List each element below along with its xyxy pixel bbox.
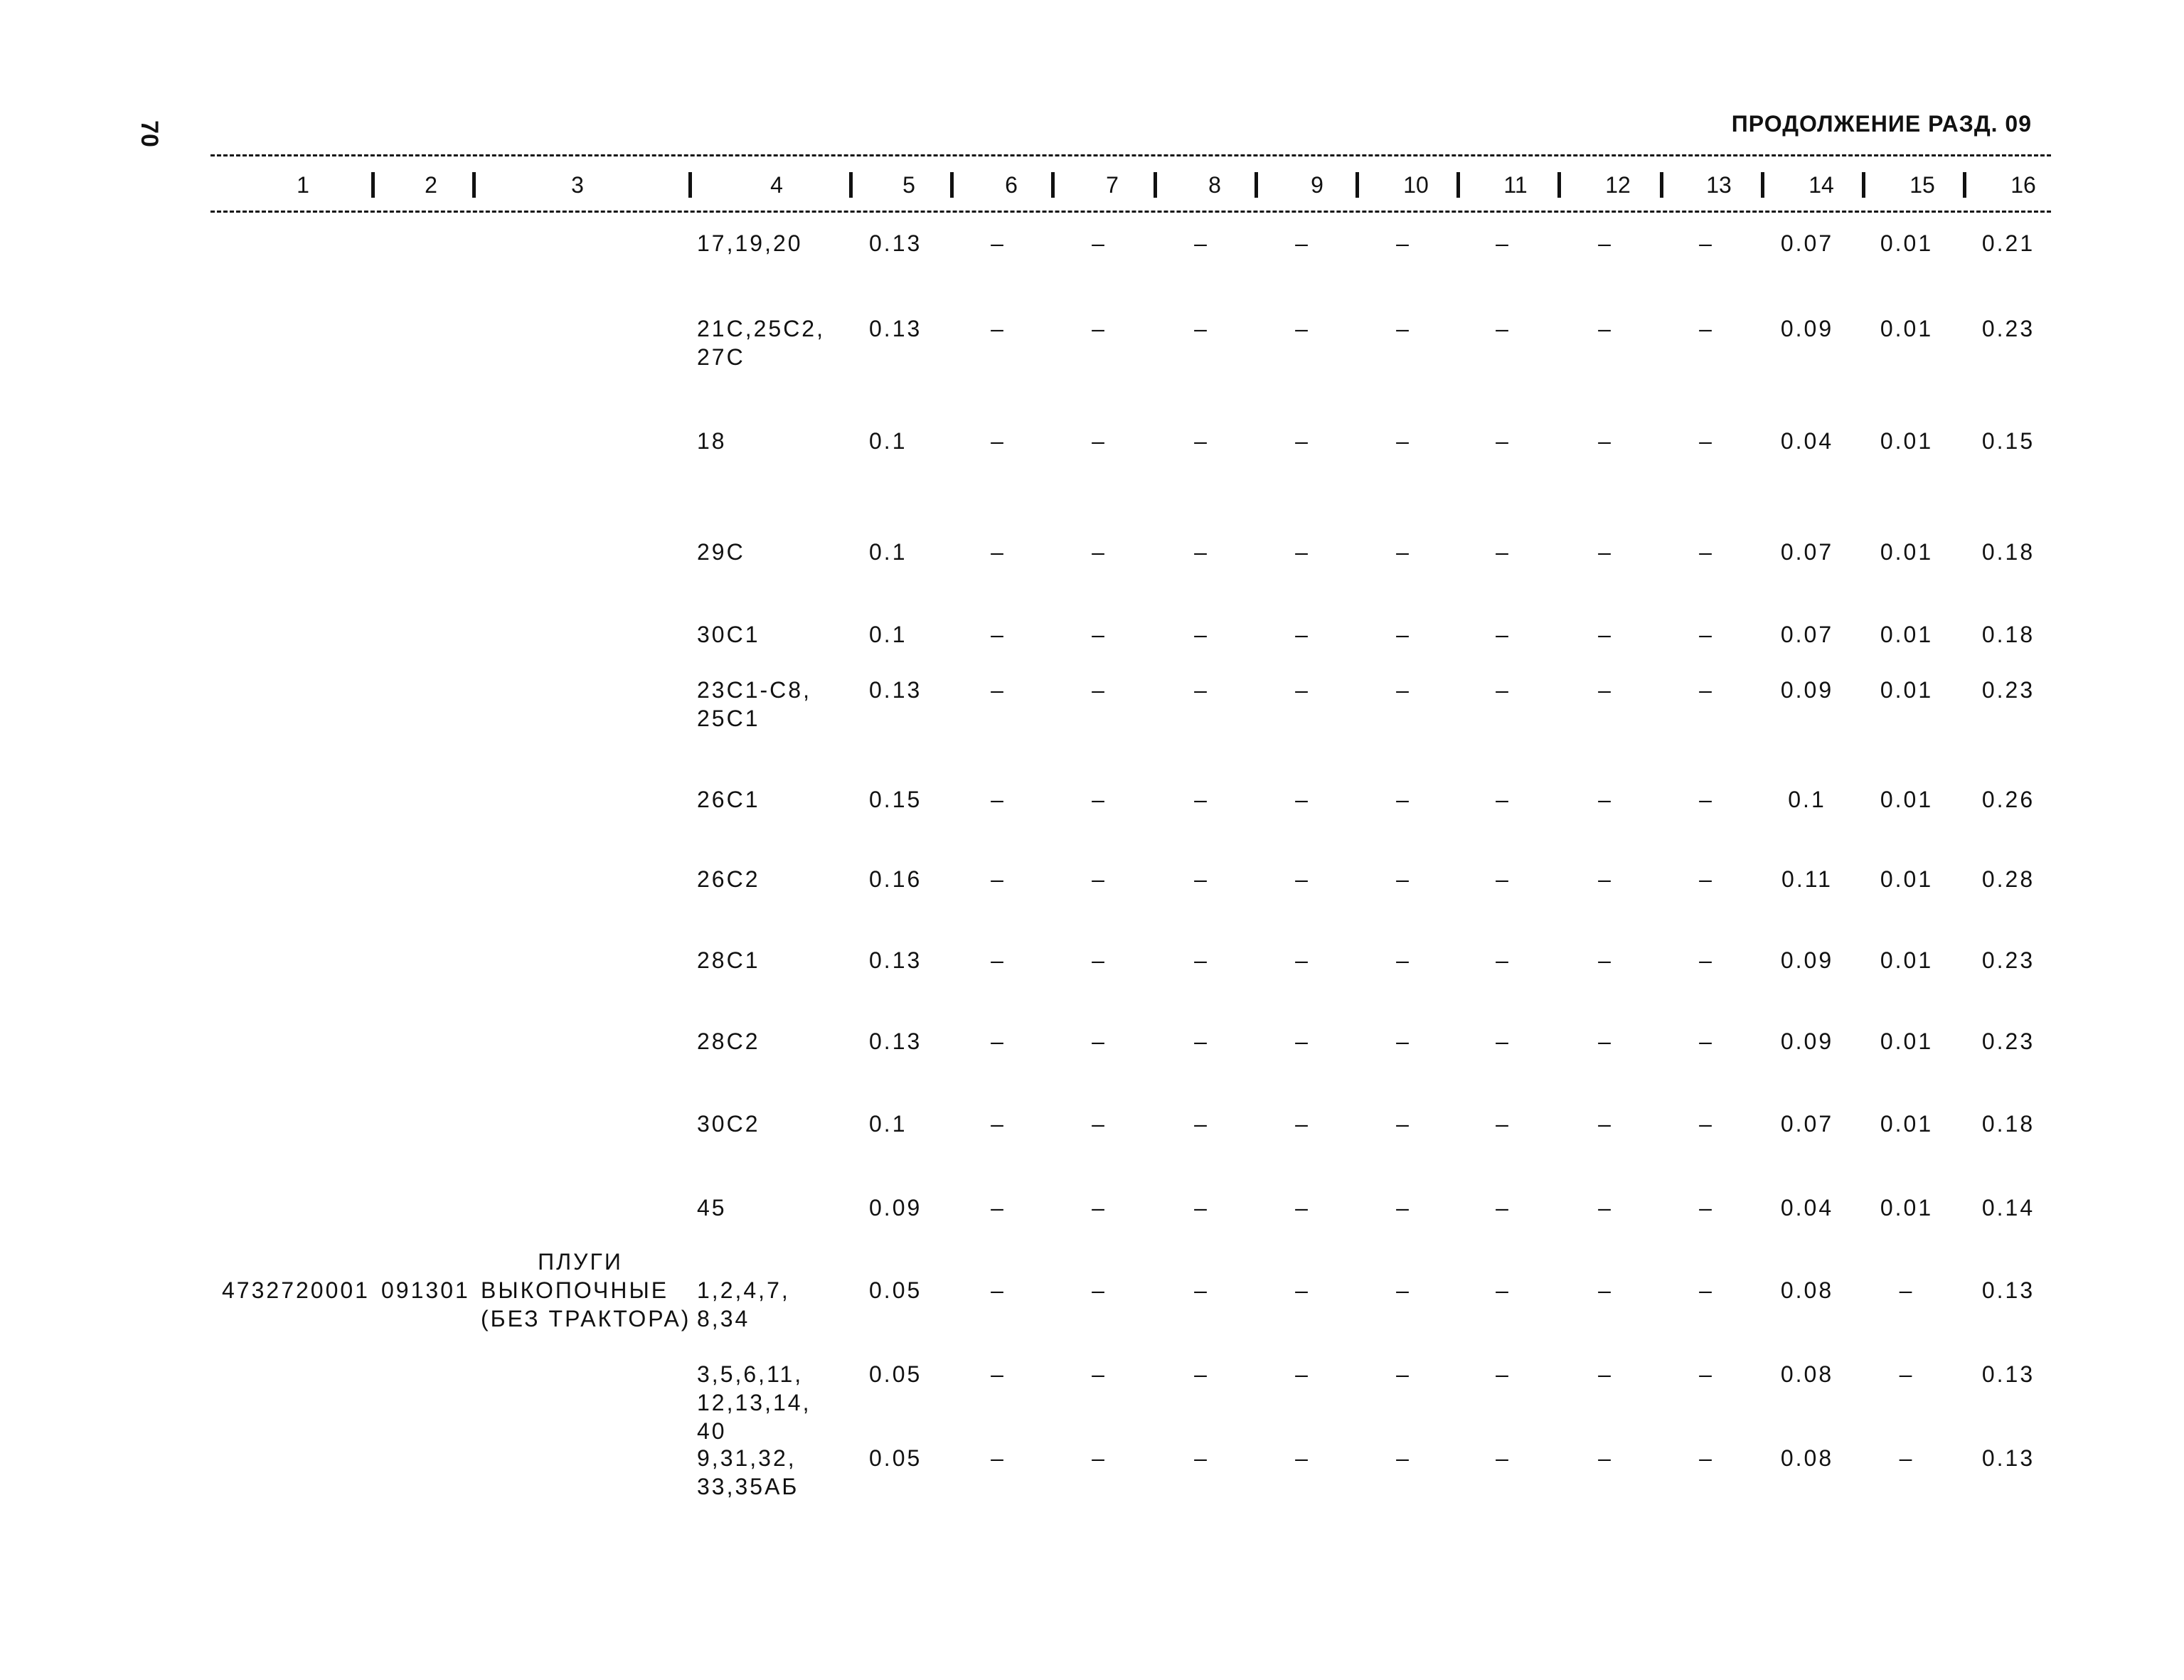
cell-value-15: – [1899,1277,1914,1303]
cell-item-list: 1,2,4,7, 8,34 [697,1277,790,1331]
cell-value-14: 0.1 [1788,787,1826,812]
cell-value-6: – [991,539,1003,565]
cell-value-15: 0.01 [1880,622,1934,647]
cell-value-12: – [1598,1277,1611,1303]
cell-value-8: – [1194,428,1207,454]
cell-value-7: – [1092,316,1104,341]
cell-value-8: – [1194,1277,1207,1303]
column-header-1: 1 [297,172,309,198]
cell-value-10: – [1396,1445,1409,1471]
column-separator [1154,172,1157,198]
cell-value-13: – [1699,428,1712,454]
column-header-7: 7 [1106,172,1119,198]
column-separator [472,172,476,198]
cell-value-11: – [1496,947,1508,973]
cell-value-11: – [1496,1195,1508,1221]
cell-value-9: – [1295,947,1308,973]
cell-value-8: – [1194,1445,1207,1471]
column-header-2: 2 [425,172,437,198]
column-header-3: 3 [571,172,584,198]
cell-group-title: ПЛУГИ [538,1249,623,1275]
column-separator [688,172,692,198]
cell-value-12: – [1598,230,1611,256]
cell-value-12: – [1598,622,1611,647]
cell-value-14: 0.08 [1780,1445,1834,1471]
cell-value-14: 0.09 [1780,1028,1834,1054]
cell-value-11: – [1496,428,1508,454]
cell-section-code: 091301 [381,1277,470,1303]
cell-value-11: – [1496,622,1508,647]
cell-value-13: – [1699,1028,1712,1054]
cell-value-7: – [1092,230,1104,256]
cell-value-10: – [1396,947,1409,973]
column-separator [1051,172,1055,198]
cell-value-10: – [1396,1277,1409,1303]
cell-value-7: – [1092,866,1104,892]
cell-item-list: 23С1-С8, 25С1 [697,677,811,731]
cell-item-list: 29С [697,539,745,565]
cell-value-15: 0.01 [1880,1111,1934,1137]
cell-value-7: – [1092,1028,1104,1054]
cell-value-15: – [1899,1361,1914,1387]
column-separator [1456,172,1460,198]
column-separator [1255,172,1258,198]
cell-value-6: – [991,1028,1003,1054]
cell-value-16: 0.23 [1981,677,2035,703]
cell-value-13: – [1699,787,1712,812]
cell-value-5: 0.13 [869,677,922,703]
cell-value-7: – [1092,1277,1104,1303]
cell-value-12: – [1598,947,1611,973]
section-title: ПРОДОЛЖЕНИЕ РАЗД. 09 [1731,111,2032,137]
cell-value-5: 0.13 [869,316,922,341]
cell-value-9: – [1295,866,1308,892]
cell-value-15: 0.01 [1880,787,1934,812]
cell-value-16: 0.13 [1981,1445,2035,1471]
cell-value-16: 0.18 [1981,539,2035,565]
cell-value-13: – [1699,539,1712,565]
cell-value-10: – [1396,1195,1409,1221]
column-header-8: 8 [1208,172,1221,198]
cell-value-6: – [991,316,1003,341]
cell-value-6: – [991,866,1003,892]
cell-value-7: – [1092,1111,1104,1137]
column-header-10: 10 [1403,172,1429,198]
cell-value-10: – [1396,1111,1409,1137]
cell-value-9: – [1295,316,1308,341]
cell-value-5: 0.05 [869,1445,922,1471]
cell-item-list: 21С,25С2, 27С [697,316,825,370]
cell-value-9: – [1295,428,1308,454]
cell-value-12: – [1598,1028,1611,1054]
cell-value-8: – [1194,539,1207,565]
cell-value-12: – [1598,787,1611,812]
cell-value-12: – [1598,1111,1611,1137]
cell-value-5: 0.05 [869,1361,922,1387]
cell-value-6: – [991,947,1003,973]
cell-value-14: 0.07 [1780,230,1834,256]
column-separator [1761,172,1764,198]
cell-value-13: – [1699,1111,1712,1137]
cell-value-16: 0.23 [1981,316,2035,341]
cell-value-16: 0.23 [1981,947,2035,973]
cell-value-13: – [1699,1195,1712,1221]
cell-value-7: – [1092,1445,1104,1471]
cell-value-15: 0.01 [1880,866,1934,892]
cell-value-16: 0.18 [1981,1111,2035,1137]
cell-value-15: 0.01 [1880,1028,1934,1054]
cell-item-list: 9,31,32, 33,35АБ [697,1445,799,1499]
cell-value-13: – [1699,1445,1712,1471]
column-header-12: 12 [1605,172,1631,198]
cell-item-list: 3,5,6,11, 12,13,14, 40 [697,1361,811,1444]
column-header-6: 6 [1005,172,1018,198]
cell-item-list: 28С2 [697,1028,760,1054]
cell-value-8: – [1194,316,1207,341]
cell-value-16: 0.13 [1981,1277,2035,1303]
cell-value-14: 0.08 [1780,1361,1834,1387]
column-header-9: 9 [1311,172,1323,198]
column-separator [1557,172,1561,198]
cell-value-11: – [1496,866,1508,892]
cell-value-7: – [1092,787,1104,812]
cell-value-5: 0.1 [869,1111,907,1137]
cell-value-9: – [1295,1445,1308,1471]
cell-value-7: – [1092,622,1104,647]
cell-value-16: 0.14 [1981,1195,2035,1221]
cell-value-14: 0.07 [1780,539,1834,565]
cell-value-11: – [1496,787,1508,812]
cell-value-9: – [1295,787,1308,812]
cell-value-16: 0.21 [1981,230,2035,256]
cell-value-8: – [1194,1028,1207,1054]
cell-value-9: – [1295,1028,1308,1054]
column-separator [1355,172,1359,198]
cell-value-5: 0.15 [869,787,922,812]
cell-value-10: – [1396,677,1409,703]
column-separator [1660,172,1663,198]
cell-value-11: – [1496,1111,1508,1137]
cell-value-5: 0.09 [869,1195,922,1221]
cell-value-5: 0.13 [869,947,922,973]
cell-value-7: – [1092,539,1104,565]
cell-value-9: – [1295,1361,1308,1387]
cell-value-10: – [1396,539,1409,565]
cell-value-14: 0.09 [1780,947,1834,973]
header-bottom-rule [211,211,2051,213]
cell-value-10: – [1396,230,1409,256]
cell-value-8: – [1194,677,1207,703]
cell-value-13: – [1699,1277,1712,1303]
cell-value-9: – [1295,622,1308,647]
cell-value-11: – [1496,316,1508,341]
cell-item-list: 26С1 [697,787,760,812]
cell-item-list: 30С2 [697,1111,760,1137]
cell-value-8: – [1194,947,1207,973]
cell-item-list: 30С1 [697,622,760,647]
cell-value-13: – [1699,1361,1712,1387]
cell-value-6: – [991,1195,1003,1221]
cell-value-9: – [1295,539,1308,565]
cell-value-8: – [1194,866,1207,892]
cell-value-5: 0.1 [869,539,907,565]
cell-value-11: – [1496,230,1508,256]
cell-value-15: 0.01 [1880,428,1934,454]
cell-value-8: – [1194,1111,1207,1137]
cell-value-9: – [1295,1195,1308,1221]
cell-value-7: – [1092,947,1104,973]
cell-value-15: 0.01 [1880,539,1934,565]
cell-value-6: – [991,677,1003,703]
cell-value-8: – [1194,1361,1207,1387]
cell-value-16: 0.13 [1981,1361,2035,1387]
cell-value-14: 0.11 [1781,866,1833,892]
cell-value-9: – [1295,1111,1308,1137]
cell-value-11: – [1496,1445,1508,1471]
cell-value-16: 0.26 [1981,787,2035,812]
cell-value-13: – [1699,622,1712,647]
cell-value-5: 0.1 [869,622,907,647]
cell-value-6: – [991,1277,1003,1303]
cell-value-12: – [1598,866,1611,892]
cell-value-16: 0.15 [1981,428,2035,454]
cell-value-12: – [1598,1361,1611,1387]
column-separator [849,172,853,198]
cell-value-5: 0.13 [869,230,922,256]
column-separator [1862,172,1865,198]
column-header-5: 5 [902,172,915,198]
cell-value-7: – [1092,677,1104,703]
cell-value-13: – [1699,866,1712,892]
cell-value-6: – [991,1445,1003,1471]
cell-value-12: – [1598,428,1611,454]
cell-value-15: 0.01 [1880,230,1934,256]
cell-value-6: – [991,1111,1003,1137]
cell-value-10: – [1396,787,1409,812]
cell-value-8: – [1194,787,1207,812]
column-header-15: 15 [1909,172,1935,198]
cell-value-12: – [1598,539,1611,565]
cell-value-14: 0.07 [1780,1111,1834,1137]
column-header-11: 11 [1503,172,1528,198]
cell-value-7: – [1092,428,1104,454]
column-separator [950,172,954,198]
cell-value-11: – [1496,1277,1508,1303]
cell-value-6: – [991,622,1003,647]
column-separator [371,172,375,198]
cell-value-5: 0.13 [869,1028,922,1054]
cell-value-12: – [1598,1445,1611,1471]
cell-value-14: 0.09 [1780,316,1834,341]
cell-value-14: 0.04 [1780,428,1834,454]
cell-value-12: – [1598,316,1611,341]
cell-value-9: – [1295,1277,1308,1303]
cell-value-5: 0.16 [869,866,922,892]
cell-value-7: – [1092,1361,1104,1387]
cell-item-list: 28С1 [697,947,760,973]
cell-value-13: – [1699,677,1712,703]
cell-item-list: 18 [697,428,727,454]
cell-code: 4732720001 [222,1277,370,1303]
cell-value-9: – [1295,677,1308,703]
cell-item-list: 45 [697,1195,727,1221]
cell-item-list: 17,19,20 [697,230,803,256]
cell-value-10: – [1396,866,1409,892]
header-top-rule [211,154,2051,156]
cell-item-list: 26С2 [697,866,760,892]
cell-value-12: – [1598,1195,1611,1221]
cell-value-14: 0.04 [1780,1195,1834,1221]
cell-value-6: – [991,787,1003,812]
cell-value-6: – [991,428,1003,454]
column-header-16: 16 [2010,172,2036,198]
cell-value-11: – [1496,1028,1508,1054]
column-header-14: 14 [1809,172,1834,198]
cell-value-15: 0.01 [1880,1195,1934,1221]
cell-value-5: 0.1 [869,428,907,454]
page-number: 70 [136,120,163,147]
cell-value-13: – [1699,230,1712,256]
cell-value-6: – [991,230,1003,256]
cell-value-7: – [1092,1195,1104,1221]
cell-value-11: – [1496,677,1508,703]
cell-value-14: 0.07 [1780,622,1834,647]
cell-value-10: – [1396,1028,1409,1054]
cell-value-10: – [1396,428,1409,454]
cell-value-15: – [1899,1445,1914,1471]
cell-value-12: – [1598,677,1611,703]
cell-value-15: 0.01 [1880,316,1934,341]
cell-value-14: 0.09 [1780,677,1834,703]
cell-value-15: 0.01 [1880,947,1934,973]
cell-value-8: – [1194,230,1207,256]
cell-value-10: – [1396,1361,1409,1387]
cell-group-name: ВЫКОПОЧНЫЕ (БЕЗ ТРАКТОРА) [481,1277,691,1331]
cell-value-9: – [1295,230,1308,256]
cell-value-16: 0.18 [1981,622,2035,647]
cell-value-15: 0.01 [1880,677,1934,703]
cell-value-16: 0.23 [1981,1028,2035,1054]
cell-value-11: – [1496,539,1508,565]
column-header-4: 4 [770,172,783,198]
cell-value-8: – [1194,1195,1207,1221]
cell-value-10: – [1396,316,1409,341]
cell-value-13: – [1699,947,1712,973]
cell-value-14: 0.08 [1780,1277,1834,1303]
cell-value-10: – [1396,622,1409,647]
column-header-13: 13 [1706,172,1732,198]
cell-value-11: – [1496,1361,1508,1387]
cell-value-13: – [1699,316,1712,341]
cell-value-8: – [1194,622,1207,647]
column-separator [1963,172,1966,198]
cell-value-5: 0.05 [869,1277,922,1303]
cell-value-6: – [991,1361,1003,1387]
cell-value-16: 0.28 [1981,866,2035,892]
